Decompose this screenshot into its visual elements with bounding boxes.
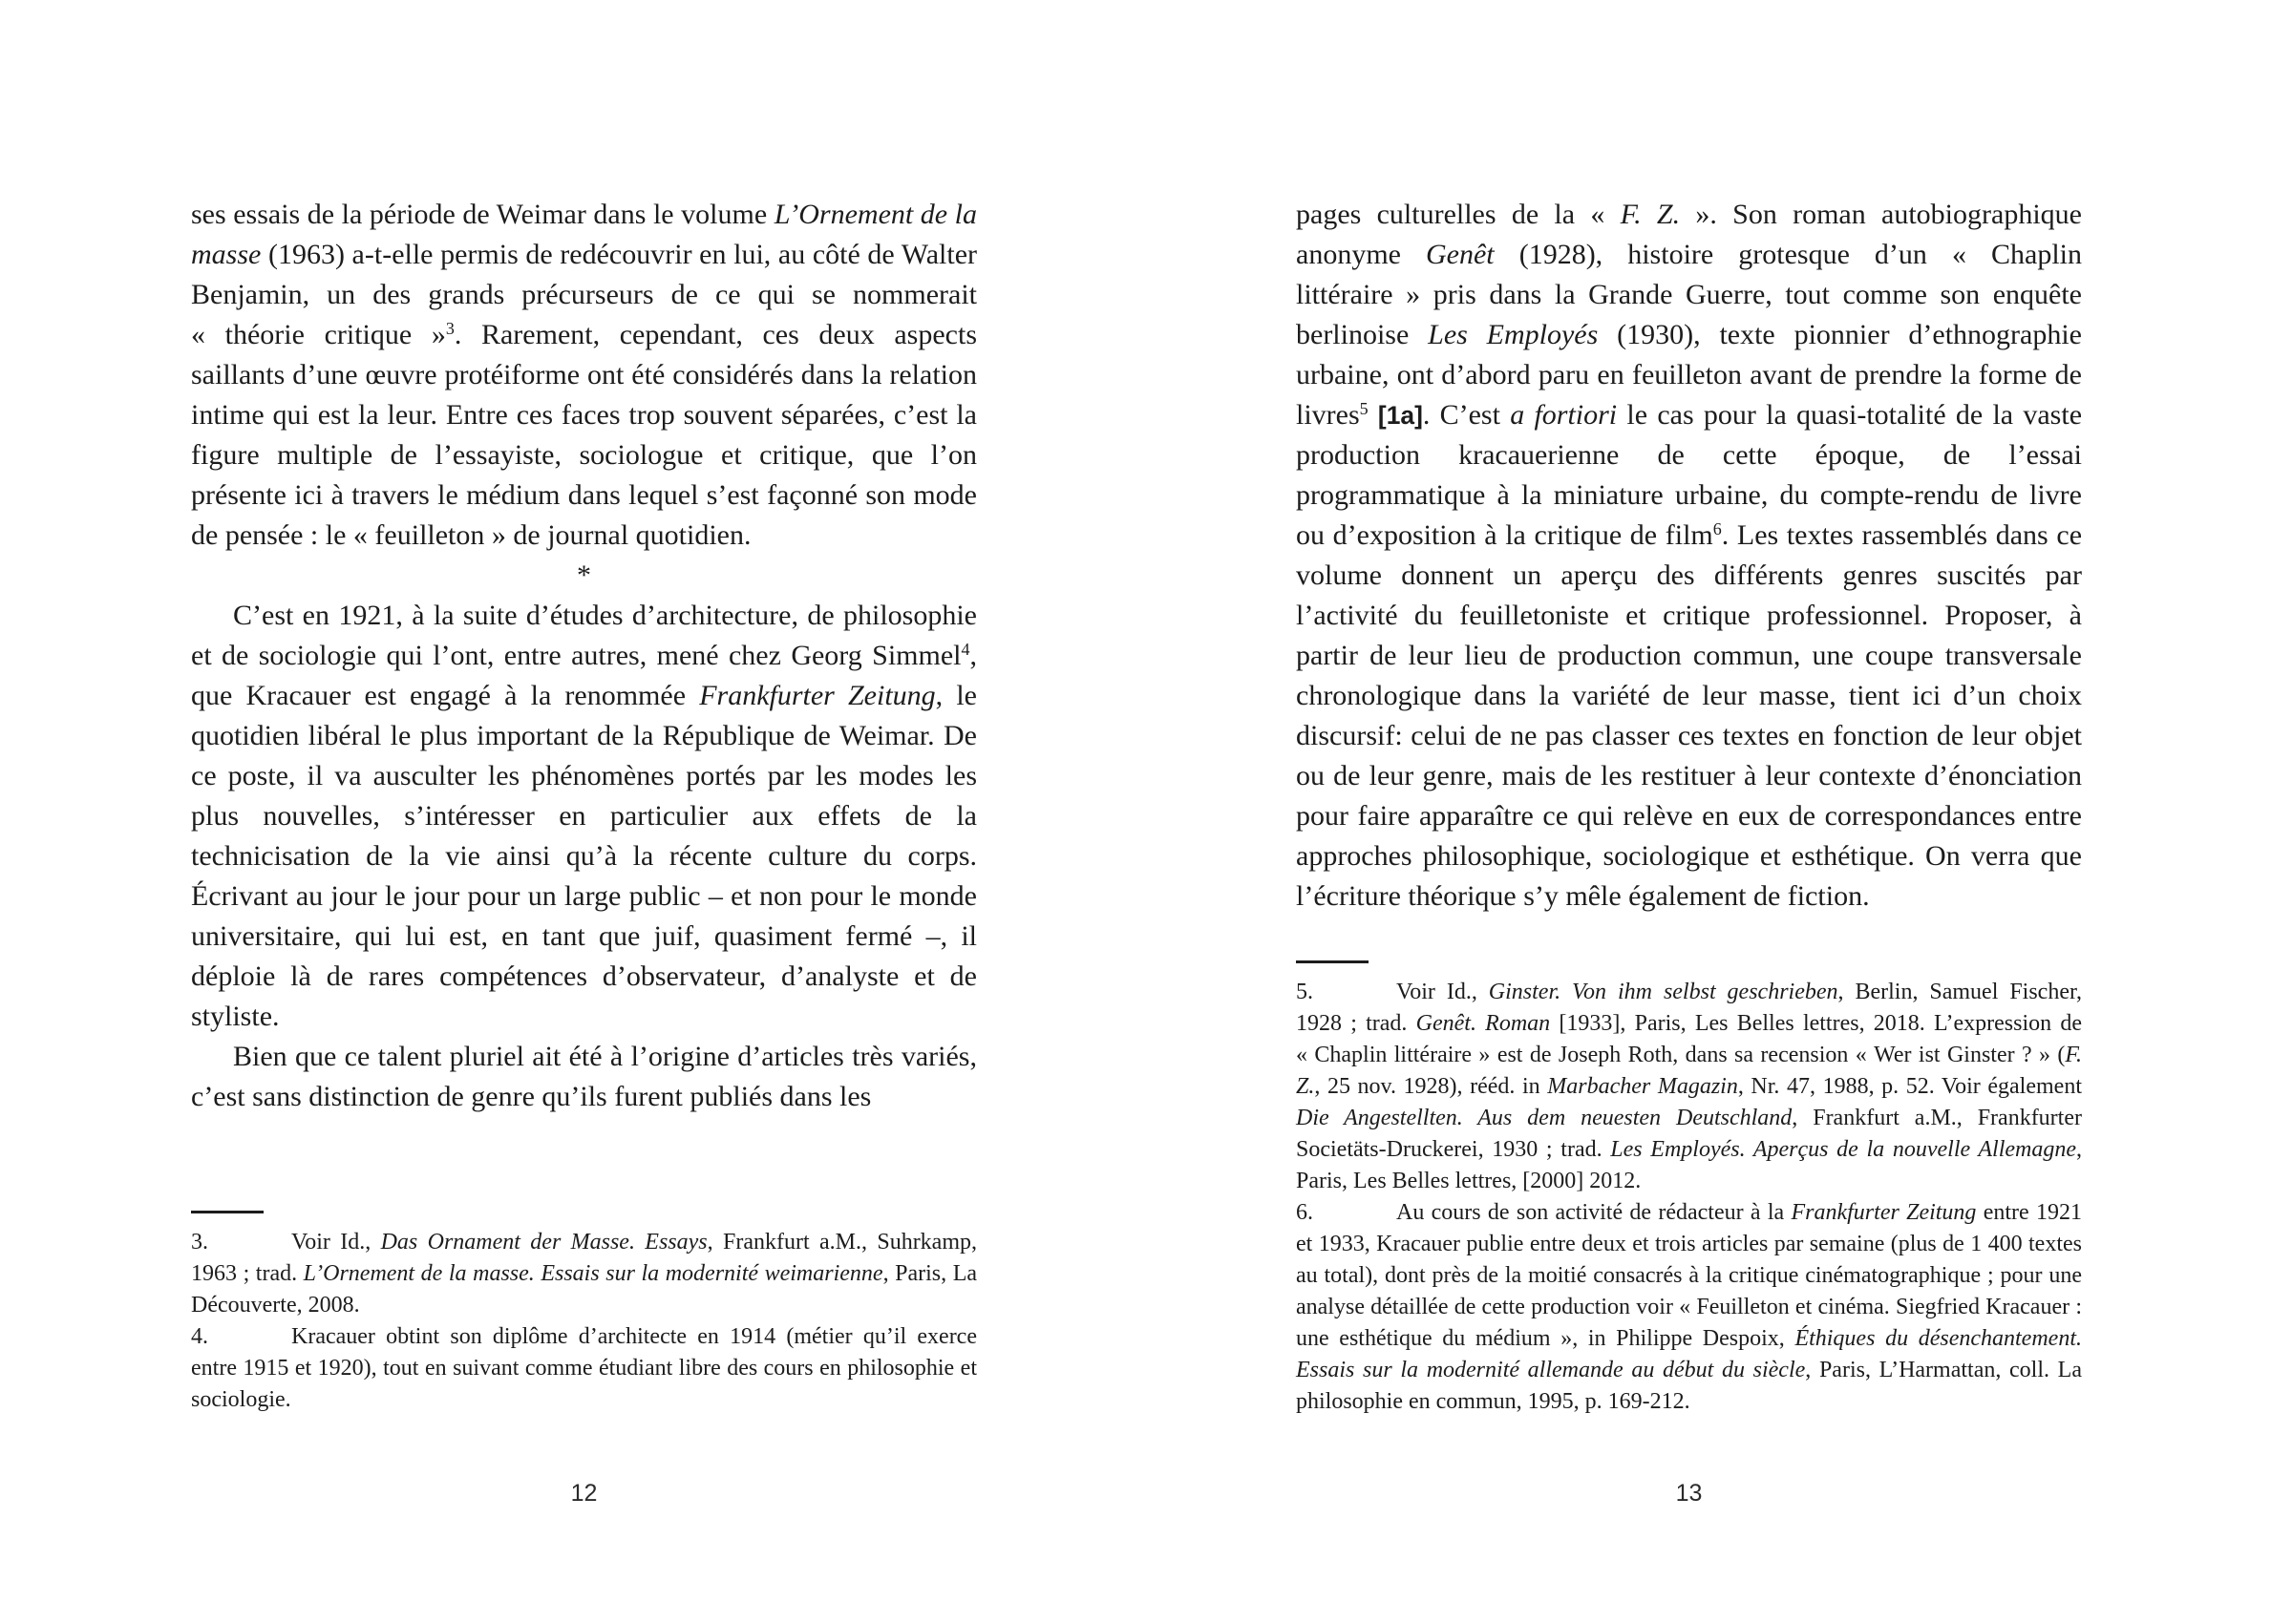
text-segment: Ginster. Von ihm selbst geschrieben bbox=[1488, 980, 1838, 1004]
text-segment: , Berlin, Samuel Fischer, 1928 ; trad. bbox=[1296, 980, 2083, 1036]
text-segment: Marbacher Magazin bbox=[1547, 1074, 1738, 1099]
text-segment: Au cours de son activité de rédacteur à la bbox=[1396, 1200, 1792, 1225]
right-footnote-list bbox=[1296, 977, 2082, 1418]
text-segment: , Paris, Les Belles lettres, [2000] 2012. bbox=[1296, 1137, 2083, 1193]
body-paragraph bbox=[1296, 195, 2082, 917]
page-left bbox=[191, 0, 977, 1624]
text-segment bbox=[1369, 399, 1378, 431]
text-segment: , Frankfurt a.M., Frankfurter Societäts-Druckerei, 1930 ; trad. bbox=[1296, 1106, 2082, 1162]
footnote-item bbox=[1296, 977, 2082, 1197]
text-segment: , Paris, La Découverte, 2008. bbox=[191, 1261, 977, 1318]
footnote-item bbox=[191, 1321, 977, 1416]
text-segment: [1933], Paris, Les Belles lettres, 2018. L’expression de « Chaplin littéraire » est de Joseph Roth, dans sa recension « Wer ist Ginster ? » ( bbox=[1296, 1011, 2083, 1067]
text-segment: a fortiori bbox=[1510, 399, 1618, 431]
footnote-reference: 5 bbox=[1359, 399, 1369, 419]
footnote-item bbox=[191, 1227, 977, 1321]
text-segment: L’Ornement de la masse. Essais sur la modernité weimarienne bbox=[303, 1261, 883, 1286]
text-segment: Les Employés bbox=[1428, 319, 1599, 350]
body-paragraph bbox=[191, 1037, 977, 1117]
page-right bbox=[1296, 0, 2082, 1624]
text-segment: (1930), texte pionnier d’ethnographie urbaine, ont d’abord paru en feuilleton avant de prendre la forme de livres bbox=[1296, 319, 2082, 431]
text-segment: Éthiques du désenchantement. Essais sur la modernité allemande au début du siècle bbox=[1296, 1326, 2082, 1382]
text-segment: , 25 nov. 1928), rééd. in bbox=[1314, 1074, 1548, 1099]
footnote-reference: 3 bbox=[445, 319, 455, 339]
text-segment: Voir Id., bbox=[1396, 980, 1489, 1004]
footnote-reference: 6 bbox=[1712, 519, 1722, 539]
text-segment: , Paris, L’Harmattan, coll. La philosophie en commun, 1995, p. 169-212. bbox=[1296, 1358, 2082, 1414]
right-body-text bbox=[1296, 195, 2082, 917]
left-body-text bbox=[191, 195, 977, 1117]
footnote-number: 3. bbox=[191, 1230, 208, 1255]
footnote-number: 6. bbox=[1296, 1200, 1313, 1225]
text-segment: L’Ornement de la masse bbox=[191, 199, 977, 270]
text-segment: Kracauer obtint son diplôme d’architecte en 1914 (métier qu’il exerce entre 1915 et 1920), tout en suivant comme étudiant libre des cours en philosophie et sociologie. bbox=[191, 1324, 977, 1412]
footnote-number: 5. bbox=[1296, 980, 1313, 1004]
text-segment: Voir Id., bbox=[291, 1230, 381, 1255]
text-segment: pages culturelles de la « bbox=[1296, 199, 1621, 230]
text-segment: (1928), histoire grotesque d’un « Chaplin littéraire » pris dans la Grande Guerre, tout comme son enquête berlinoise bbox=[1296, 239, 2082, 350]
footnote-reference: 4 bbox=[961, 640, 970, 660]
left-footnotes bbox=[191, 1211, 977, 1416]
text-segment: , Frankfurt a.M., Suhrkamp, 1963 ; trad. bbox=[191, 1230, 978, 1286]
text-segment: Bien que ce talent pluriel ait été à l’origine d’articles très variés, c’est sans distinction de genre qu’ils furent publiés dans les bbox=[191, 1041, 977, 1112]
left-footnote-list bbox=[191, 1227, 977, 1416]
text-segment: Das Ornament der Masse. Essays bbox=[380, 1230, 708, 1255]
page-number-right: 13 bbox=[1675, 1480, 1703, 1507]
text-segment: Genêt. Roman bbox=[1415, 1011, 1551, 1036]
text-segment: F. Z. bbox=[1296, 1043, 2082, 1099]
text-segment: . Les textes rassemblés dans ce volume donnent un aperçu des différents genres suscités par l’activité du feuilletoniste et critique professionnel. Proposer, à partir de leur lieu de production commun, une coupe transversale chronologique dans la variété de leur masse, tient ici d’un choix discursif: celui de ne pas classer ces textes en fonction de leur objet ou de leur genre, mais de les restituer à leur contexte d’énonciation pour faire apparaître ce qui relève en eux de correspondances entre approches philosophique, sociologique et esthétique. On verra que l’écriture théorique s’y mêle également de fiction. bbox=[1296, 519, 2083, 912]
footnote-number: 4. bbox=[191, 1324, 208, 1349]
page-number-left: 12 bbox=[570, 1480, 598, 1507]
footnote-item bbox=[1296, 1197, 2082, 1418]
text-segment: Frankfurter Zeitung bbox=[1791, 1200, 1977, 1225]
text-segment: le cas pour la quasi-totalité de la vaste production kracauerienne de cette époque, de l’essai programmatique à la miniature urbaine, du compte-rendu de livre ou d’exposition à la critique de film bbox=[1296, 399, 2083, 551]
text-segment: ». Son roman autobiographique anonyme bbox=[1296, 199, 2082, 270]
text-segment: , que Kracauer est engagé à la renommée bbox=[191, 640, 977, 711]
text-segment: entre 1921 et 1933, Kracauer publie entre deux et trois articles par semaine (plus de 1 400 textes au total), dont près de la moitié consacrés à la critique cinématographique ; pour une analyse détaillée de cette production voir « Feuilleton et cinéma. Siegfried Kracauer : une esthétique du médium », in Philippe Despoix, bbox=[1296, 1200, 2082, 1351]
text-segment: . C’est bbox=[1422, 399, 1511, 431]
section-separator bbox=[191, 556, 977, 596]
text-segment: , le quotidien libéral le plus important de la République de Weimar. De ce poste, il va ausculter les phénomènes portés par les modes les plus nouvelles, s’intéresser en particulier aux effets de la technicisation de la vie ainsi qu’à la récente culture du corps. Écrivant au jour le jour pour un large public – et non pour le monde universitaire, qui lui est, en tant que juif, quasiment fermé –, il déploie là de rares compétences d’observateur, d’analyste et de styliste. bbox=[191, 680, 977, 1032]
text-segment: C’est en 1921, à la suite d’études d’architecture, de philosophie et de sociologie qui l’ont, entre autres, mené chez Georg Simmel bbox=[191, 600, 977, 671]
text-segment: ses essais de la période de Weimar dans le volume bbox=[191, 199, 775, 230]
text-segment: Frankfurter Zeitung bbox=[699, 680, 936, 711]
body-paragraph bbox=[191, 195, 977, 556]
footnote-rule bbox=[191, 1211, 264, 1213]
text-segment: , Nr. 47, 1988, p. 52. Voir également bbox=[1737, 1074, 2082, 1099]
text-segment: [1a] bbox=[1377, 401, 1423, 430]
right-footnotes bbox=[1296, 960, 2082, 1418]
body-paragraph bbox=[191, 596, 977, 1037]
text-segment: * bbox=[577, 559, 591, 591]
footnote-rule bbox=[1296, 960, 1369, 963]
text-segment: F. Z. bbox=[1620, 199, 1681, 230]
text-segment: . Rarement, cependant, ces deux aspects saillants d’une œuvre protéiforme ont été considérés dans la relation intime qui est la leur. Entre ces faces trop souvent séparées, c’est la figure multiple de l’essayiste, sociologue et critique, que l’on présente ici à travers le médium dans lequel s’est façonné son mode de pensée : le « feuilleton » de journal quotidien. bbox=[191, 319, 978, 551]
text-segment: Die Angestellten. Aus dem neuesten Deutschland bbox=[1296, 1106, 1793, 1130]
text-segment: (1963) a-t-elle permis de redécouvrir en lui, au côté de Walter Benjamin, un des grands précurseurs de ce qui se nommerait « théorie critique » bbox=[191, 239, 977, 350]
text-segment: Genêt bbox=[1426, 239, 1495, 270]
text-segment: Les Employés. Aperçus de la nouvelle Allemagne bbox=[1610, 1137, 2077, 1162]
